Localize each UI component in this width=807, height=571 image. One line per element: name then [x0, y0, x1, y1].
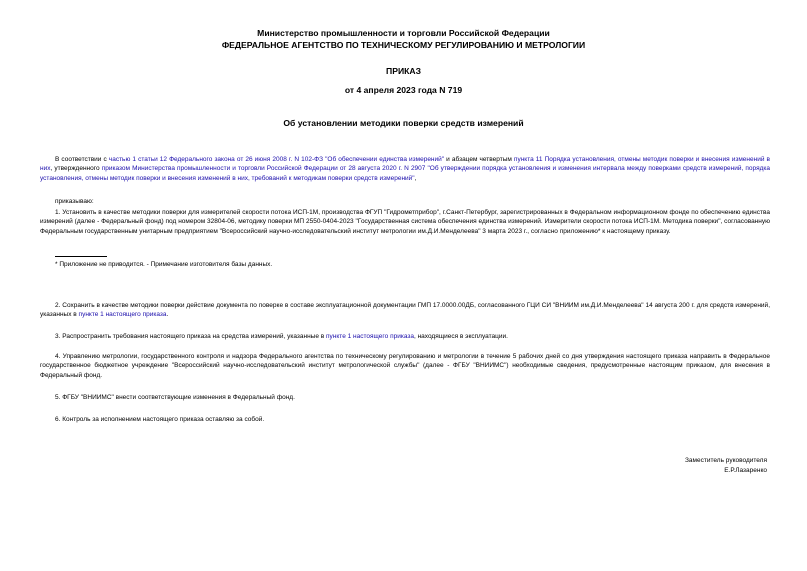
item-3-text-2: , находящиеся в эксплуатации. [413, 333, 508, 340]
signature-position: Заместитель руководителя [685, 457, 767, 464]
item-3-text-1: 3. Распространить требования настоящего приказа на средства измерений, указанные в [55, 333, 327, 340]
preamble [40, 155, 770, 183]
prikazyvayu: приказываю: [55, 198, 94, 205]
preamble-text-1: В соответствии с [55, 156, 109, 163]
item-1: 1. Установить в качестве методики поверки для измерителей скорости потока ИСП-1М, производства ФГУП "Гидрометприбор", г.Санкт-Петербург, зарегистрированных в Федеральном информационном фонде по обеспечению единства измерений (далее - Федеральный фонд) под номером 32804-06, методику поверки МП 2550-0404-2023 "Государственная система обеспечения единства измерений. Измерители скорости потока ИСП-1М. Методика поверки", согласованную Федеральным государственным унитарным предприятием "Всероссийский научно-исследовательский институт метрологии им.Д.И.Менделеева" 3 марта 2023 г., согласно приложению* к настоящему приказу. [40, 209, 770, 235]
item-2-link[interactable]: пункте 1 настоящего приказа [78, 311, 167, 319]
document-title: Об установлении методики поверки средств измерений [283, 118, 524, 128]
law-link[interactable]: частью 1 статьи 12 Федерального закона от 26 июня 2008 г. N 102-ФЗ "Об обеспечении единства измерений" [108, 156, 445, 163]
procedure-link[interactable]: пункта 11 Порядка установления, отмены методик поверки и внесения изменений в них [40, 156, 770, 173]
preamble-text-3: , утвержденного [50, 165, 102, 173]
item-2 [40, 301, 770, 320]
item-2-text-1: 2. Сохранить в качестве методики поверки действие документа по поверке в составе эксплуатационной документации ГМП 17.0000.00ДБ, согласованного ГЦИ СИ "ВНИИМ им.Д.И.Менделеева" 14 августа 200 г. для средств измерений, указанных в [40, 302, 770, 319]
date-number: от 4 апреля 2023 года N 719 [344, 85, 463, 95]
footnote-separator [55, 256, 107, 257]
ministry-order-link[interactable]: приказом Министерства промышленности и торговли Российской Федерации от 28 августа 2020 г. N 2907 "Об утверждении порядка установления и изменения интервала между поверками средств измерений, порядка установления, отмены методик поверки и внесения изменений в них, требований к методикам поверки средств измерений" [40, 165, 771, 182]
item-3 [40, 332, 770, 341]
item-6: 6. Контроль за исполнением настоящего приказа оставляю за собой. [55, 416, 265, 423]
agency-name: ФЕДЕРАЛЬНОЕ АГЕНТСТВО ПО ТЕХНИЧЕСКОМУ РЕГУЛИРОВАНИЮ И МЕТРОЛОГИИ [221, 40, 586, 50]
preamble-text-4: , [414, 174, 417, 182]
document-type: ПРИКАЗ [386, 66, 421, 76]
item-3-link[interactable]: пункте 1 настоящего приказа [326, 333, 414, 340]
ministry-name: Министерство промышленности и торговли Российской Федерации [257, 28, 550, 38]
preamble-text-2: и абзацем четвертым [444, 156, 514, 163]
signature-name: Е.Р.Лазаренко [724, 467, 767, 474]
item-2-text-2: . [166, 311, 169, 319]
item-5: 5. ФГБУ "ВНИИМС" внести соответствующие изменения в Федеральный фонд. [55, 394, 295, 401]
footnote: * Приложение не приводится. - Примечание изготовителя базы данных. [55, 261, 273, 268]
item-4: 4. Управлению метрологии, государственного контроля и надзора Федерального агентства по техническому регулированию и метрологии в течение 5 рабочих дней со дня утверждения настоящего приказа направить в Федеральное государственное бюджетное учреждение "Всероссийский научно-исследовательский институт метрологической службы" (далее - ФГБУ "ВНИИМС") необходимые сведения, предусмотренные настоящим приказом, для внесения в Федеральный фонд. [40, 353, 770, 379]
